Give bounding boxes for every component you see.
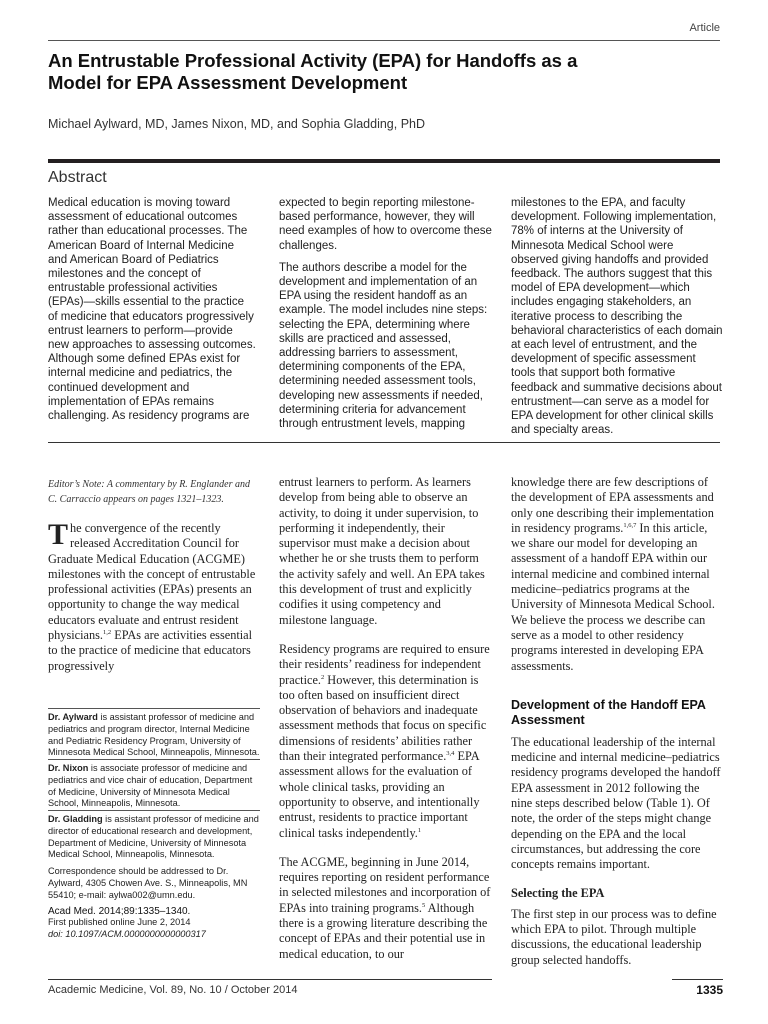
intro-paragraph <box>48 518 260 674</box>
footer-rule <box>48 979 492 980</box>
article-type-label: Article <box>689 22 720 34</box>
reference-marker[interactable]: 5 <box>422 901 426 909</box>
author-bio-nixon <box>48 759 260 810</box>
bio-text: is associate professor of medicine and pediatrics and vice chair of education, Department of Medicine, University of Minnesota Medical School, Minneapolis, Minnesota. <box>48 763 253 809</box>
reference-marker[interactable]: 1,6,7 <box>623 521 637 529</box>
body-paragraph: The ACGME, beginning in June 2014, requires reporting on resident performance in selected milestones and incorporation of EPAs into training programs.$^5$ Although there is a growing literature describing the concept of EPAs and their potential use in medical education, to our <box>279 854 491 961</box>
bio-text: is assistant professor of medicine and director of educational research and development, Department of Medicine, University of Minnesota Medical School, Minneapolis, Minnesota. <box>48 814 259 860</box>
body-paragraph: The educational leadership of the internal medicine and internal medicine–pediatrics residency programs developed the handoff EPA assessment in 2012 following the nine steps described below (Table 1). Of note, the order of the steps might change depending on the EPA and the local circumstances, but addressing the core concepts remains important. <box>511 734 721 872</box>
reference-marker[interactable]: 1 <box>417 826 422 834</box>
editors-note: Editor’s Note: A commentary by R. Englander and C. Carraccio appears on pages 1321–1323. <box>48 479 251 505</box>
reference-marker[interactable]: 1,2 <box>103 628 112 636</box>
abstract-column-1 <box>48 196 256 423</box>
abstract-paragraph: The authors describe a model for the development and implementation of an EPA using the resident handoff as an example. The model includes nine steps: selecting the EPA, determining where skills are practiced and assessed, addressing barriers to assessment, determining components of the EPA, determining needed assessment tools, developing new assessments if needed, determining criteria for advancement through entrustment levels, mapping <box>279 261 488 431</box>
abstract-divider <box>48 442 720 443</box>
intro-text: he convergence of the recently released Accreditation Council for Graduate Medical Education (ACGME) milestones with the concept of entrustable professional activities (EPAs) presents an opportunity to change the way medical educators evaluate and entrust resident physicians. <box>48 521 256 643</box>
correspondence-note: Correspondence should be addressed to Dr. Aylward, 4305 Chowen Ave. S., Minneapolis, MN 55410; e-mail: aylwa002@umn.edu. <box>48 866 248 900</box>
bio-text: is assistant professor of medicine and pediatrics and program director, Internal Medicine and Pediatric Residency Program, University of Minnesota Medical School, Minneapolis, Minnesota. <box>48 712 260 758</box>
article-title: An Entrustable Professional Activity (EPA) for Handoffs as a Model for EPA Assessment Development <box>48 50 578 93</box>
author-list: Michael Aylward, MD, James Nixon, MD, and Sophia Gladding, PhD <box>48 117 426 131</box>
body-paragraph: knowledge there are few descriptions of the development of EPA assessments and only one describing their implementation in residency programs.$^{1,6,7}$ In this article, we share our model for developing an assessment of a handoff EPA within our internal medicine and combined internal medicine–pediatrics programs at the University of Minnesota Medical School. We believe the process we describe can serve as a model to other residency programs interested in developing EPA assessments. <box>511 475 715 673</box>
page-number: 1335 <box>696 983 723 997</box>
citation: Acad Med. 2014;89:1335–1340. <box>48 906 191 917</box>
body-paragraph: Residency programs are required to ensure their residents’ readiness for independent practice.$^2$ However, this determination is too often based on insufficient direct observation of behaviors and inadequate assessment methods that focus on specific dimensions of residents’ abilities rather than their integrated performance.$^{3,4}$ EPA assessment allows for the evaluation of whole clinical tasks, providing an opportunity to observe, and intentionally entrust, residents to practice important clinical tasks independently.$^1$ <box>279 641 490 840</box>
title-divider <box>48 159 720 163</box>
reference-marker[interactable]: 3,4 <box>446 749 455 757</box>
footer-journal-info: Academic Medicine, Vol. 89, No. 10 / October 2014 <box>48 984 298 996</box>
abstract-column-2 <box>279 196 495 431</box>
bio-name: Dr. Gladding <box>48 814 103 824</box>
bio-name: Dr. Aylward <box>48 712 98 722</box>
abstract-paragraph: expected to begin reporting milestone-based performance, however, they will need examples of how to overcome these challenges. <box>279 197 492 252</box>
author-bio-gladding <box>48 810 260 861</box>
abstract-column-3 <box>511 196 723 437</box>
bio-name: Dr. Nixon <box>48 763 89 773</box>
publication-date: First published online June 2, 2014 <box>48 917 191 928</box>
reference-marker[interactable]: 2 <box>320 673 325 681</box>
header-rule <box>48 40 720 41</box>
author-bio-aylward <box>48 708 260 759</box>
abstract-heading: Abstract <box>48 169 107 186</box>
abstract-paragraph: milestones to the EPA, and faculty development. Following implementation, 78% of interns at the University of Minnesota Medical School were observed giving handoffs and provided feedback. The authors suggest that this model of EPA development—which includes engaging stakeholders, an iterative process to describing the behavioral characteristics of each domain at each level of entrustment, and the development of specific assessment tools that support both formative feedback and summative decisions about entrustment—can serve as a model for EPA development for other clinical skills and specialty areas. <box>511 197 723 437</box>
footer-rule <box>672 979 723 980</box>
citation-block <box>48 906 260 940</box>
section-heading: Development of the Handoff EPA Assessment <box>511 697 706 727</box>
intro-text-continued: EPAs are activities essential to the practice of medicine that educators progressively <box>48 628 253 673</box>
subsection-heading: Selecting the EPA <box>511 885 605 900</box>
doi-link[interactable]: doi: 10.1097/ACM.0000000000000317 <box>48 928 206 939</box>
abstract-paragraph: Medical education is moving toward assessment of educational outcomes rather than educational processes. The American Board of Internal Medicine and American Board of Pediatrics milestones and the concept of entrustable professional activities (EPAs)—skills essential to the practice of medicine that educators progressively entrust learners to perform—provide new approaches to assessing outcomes. Although some defined EPAs exist for internal medicine and pediatrics, the continued development and implementation of EPAs remains challenging. As residency programs are <box>48 197 256 423</box>
body-paragraph: The first step in our process was to define which EPA to pilot. Through multiple discussions, the educational leadership group selected handoffs. <box>511 906 717 967</box>
body-column-3 <box>511 475 723 968</box>
body-paragraph: entrust learners to perform. As learners develop from being able to observe an activity, to doing it under supervision, to performing it independently, their supervisor must make a decision about whether he or she trusts them to perform the activity safely and well. An EPA takes this development of trust and explicitly codifies it using competency and milestone language. <box>279 475 485 627</box>
drop-cap: T <box>48 518 69 551</box>
body-column-2 <box>279 475 491 962</box>
